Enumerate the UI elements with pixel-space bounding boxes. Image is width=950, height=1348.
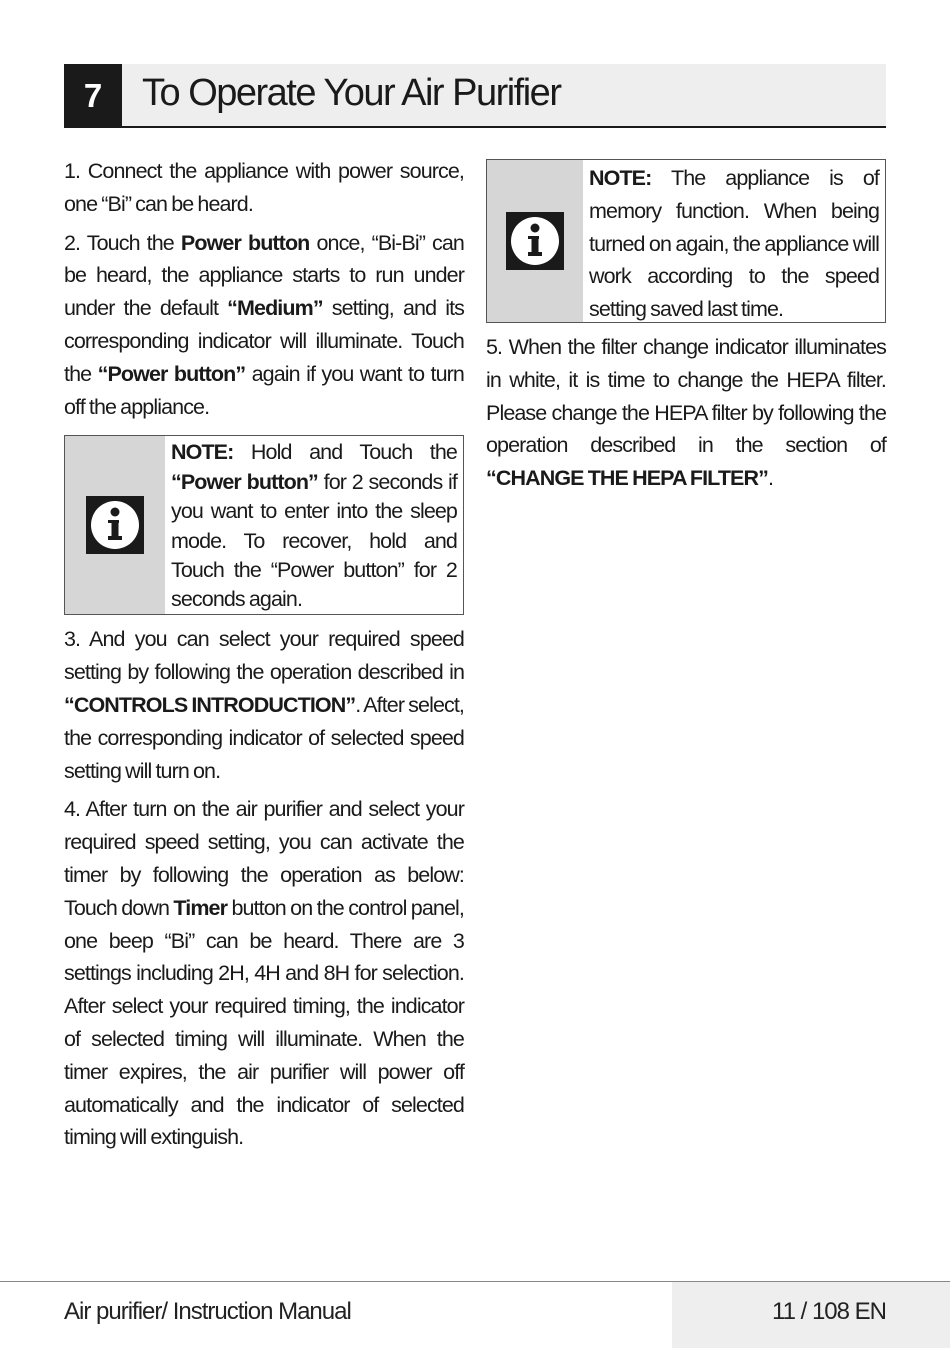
step-2-paragraph: 2. Touch the Power button once, “Bi-Bi” can be heard, the appliance starts to run under under the default “Medium” setting, and its corresponding indicator will illuminate. Touch the “Power button” again if you want to turn off the appliance. — [64, 230, 464, 419]
step-4-paragraph: 4. After turn on the air purifier and select your required speed setting, you can activate the timer by following the operation as below: Touch down Timer button on the control panel, one beep “Bi” can be heard. There are 3 settings including 2H, 4H and 8H for selection. After select your required timing, the indicator of selected timing will illuminate. When the timer expires, the air purifier will power off automatically and the indicator of selected timing will extinguish. — [64, 797, 464, 1150]
sleep-mode-note — [64, 435, 464, 615]
step-5-paragraph: 5. When the filter change indicator illuminates in white, it is time to change the HEPA filter. Please change the HEPA filter by following the operation described in the section of “CHANGE THE HEPA FILTER”. — [486, 335, 886, 491]
note-icon-cell — [65, 436, 165, 614]
footer-manual-title: Air purifier/ Instruction Manual — [64, 1298, 351, 1325]
note-icon-cell — [487, 160, 583, 322]
memory-function-note — [486, 159, 886, 323]
note-label: NOTE: — [171, 440, 234, 465]
note-text: NOTE: The appliance is of memory function. When being turned on again, the appliance will work according to the speed setting saved last time. — [589, 166, 879, 322]
info-icon — [86, 496, 144, 554]
footer-page-number: 11 / 108 EN — [772, 1298, 886, 1325]
right-column — [486, 155, 886, 501]
chapter-header — [64, 64, 886, 128]
info-icon — [506, 212, 564, 270]
note-label: NOTE: — [589, 166, 652, 190]
left-column — [64, 155, 464, 1160]
chapter-title: To Operate Your Air Purifier — [142, 72, 561, 114]
step-1-paragraph: 1. Connect the appliance with power source, one “Bi” can be heard. — [64, 159, 464, 216]
note-text: NOTE: Hold and Touch the “Power button” for 2 seconds if you want to enter into the sleep mode. To recover, hold and Touch the “Power button” for 2 seconds again. — [171, 440, 457, 612]
step-3-paragraph: 3. And you can select your required speed setting by following the operation described in “CONTROLS INTRODUCTION”. After select, the corresponding indicator of selected speed setting will turn on. — [64, 627, 465, 783]
chapter-number: 7 — [64, 64, 122, 128]
